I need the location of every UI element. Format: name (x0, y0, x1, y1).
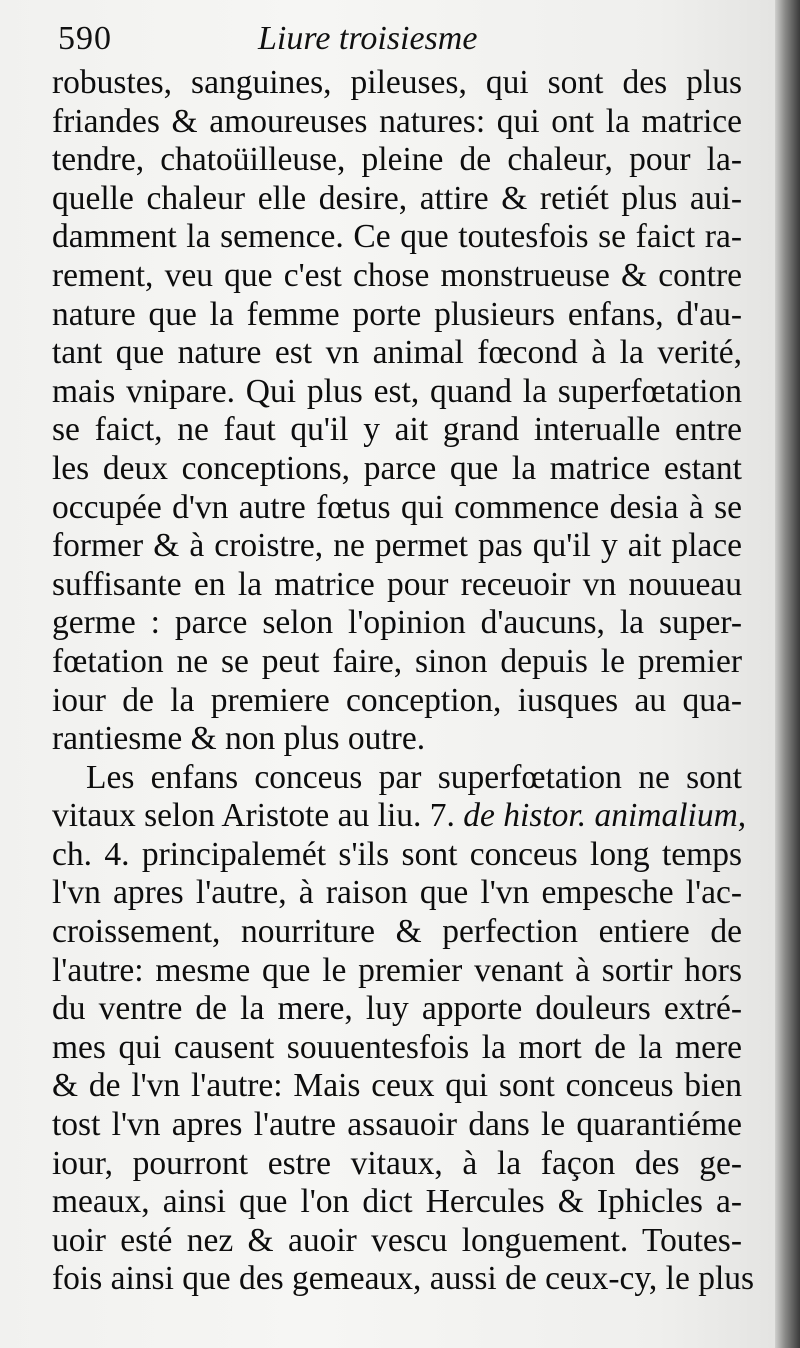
text-line-content: rement, veu que c'est chose monstrueuse & contre (52, 256, 742, 294)
text-line-content: du ventre de la mere, luy apporte douleurs extré- (52, 990, 742, 1028)
text-line (52, 1106, 742, 1145)
text-line-content: iour, pourront estre vitaux, à la façon des ge- (52, 1144, 742, 1182)
text-line-content: fois ainsi que des gemeaux, aussi de ceux-cy, le plus (52, 1260, 755, 1298)
text-line-content: Les enfans conceus par superfœtation ne sont (86, 758, 742, 796)
text-line (52, 836, 742, 875)
text-line-content: les deux conceptions, parce que la matrice estant (52, 449, 742, 487)
running-title: Liure troisiesme (258, 20, 478, 57)
text-line (52, 218, 742, 257)
text-line (52, 334, 742, 373)
page-edge (775, 0, 800, 1348)
text-line-content: friandes & amoureuses natures: qui ont la matrice (52, 102, 742, 140)
text-line (52, 759, 742, 798)
text-line (52, 643, 742, 682)
text-line (52, 527, 742, 566)
text-line-content: quelle chaleur elle desire, attire & retiét plus aui- (52, 179, 742, 217)
text-line-content: former & à croistre, ne permet pas qu'il y ait place (52, 527, 742, 565)
text-line (52, 411, 742, 450)
text-line-content: tant que nature est vn animal fœcond à la verité, (52, 334, 742, 372)
text-line (52, 682, 742, 721)
text-line-content: nature que la femme porte plusieurs enfans, d'au- (52, 295, 742, 333)
body-text (52, 64, 755, 1299)
text-line (52, 990, 742, 1029)
text-line-content: tost l'vn apres l'autre assauoir dans le quarantiéme (52, 1106, 742, 1144)
text-line-content: vitaux selon Aristote au liu. 7. (52, 797, 455, 835)
text-line (52, 64, 742, 103)
text-line (52, 296, 742, 335)
text-line-content: mes qui causent souuentesfois la mort de la mere (52, 1028, 742, 1066)
text-line (52, 257, 742, 296)
text-line-content: se faict, ne faut qu'il y ait grand interualle entre (52, 411, 742, 449)
italic-citation: de histor. animalium, (463, 797, 747, 835)
text-line (52, 1222, 742, 1261)
text-line-content: uoir esté nez & auoir vescu longuement. Toutes- (52, 1221, 742, 1259)
text-line (52, 489, 742, 528)
text-line (52, 566, 742, 605)
text-line (52, 1029, 742, 1068)
text-line-content: rantiesme & non plus outre. (52, 720, 426, 758)
text-line-content: & de l'vn l'autre: Mais ceux qui sont conceus bien (52, 1067, 742, 1105)
text-line-content: meaux, ainsi que l'on dict Hercules & Iphicles a- (52, 1183, 742, 1221)
page-number: 590 (58, 20, 112, 57)
text-line (52, 141, 742, 180)
text-line (52, 1260, 755, 1299)
text-line (52, 604, 742, 643)
text-line (52, 874, 742, 913)
text-line (52, 180, 742, 219)
text-line (52, 1183, 742, 1222)
text-line-content: tendre, chatoüilleuse, pleine de chaleur, pour la- (52, 141, 742, 179)
text-line-content: suffisante en la matrice pour receuoir vn nouueau (52, 565, 742, 603)
text-line-content: iour de la premiere conception, iusques au qua- (52, 681, 742, 719)
text-line-content: ch. 4. principalemét s'ils sont conceus long temps (52, 835, 742, 873)
text-line-content: croissement, nourriture & perfection entiere de (52, 913, 742, 951)
text-line (52, 373, 742, 412)
text-line (52, 450, 742, 489)
text-line (52, 1145, 742, 1184)
text-line (52, 103, 742, 142)
text-line-content: l'vn apres l'autre, à raison que l'vn empesche l'ac- (52, 874, 742, 912)
page-header (58, 20, 758, 70)
text-line-content: damment la semence. Ce que toutesfois se faict ra- (52, 218, 742, 256)
text-line (52, 952, 742, 991)
text-line-content: mais vnipare. Qui plus est, quand la superfœtation (52, 372, 742, 410)
text-line (52, 913, 742, 952)
text-line-content: occupée d'vn autre fœtus qui commence desia à se (52, 488, 742, 526)
text-line-content: l'autre: mesme que le premier venant à sortir hors (52, 951, 742, 989)
text-line-content: robustes, sanguines, pileuses, qui sont des plus (52, 64, 742, 101)
text-line (52, 797, 747, 836)
text-line-content: fœtation ne se peut faire, sinon depuis le premier (52, 642, 742, 680)
text-line-content: germe : parce selon l'opinion d'aucuns, la super- (52, 604, 742, 642)
text-line (52, 1067, 742, 1106)
text-line (52, 720, 742, 759)
